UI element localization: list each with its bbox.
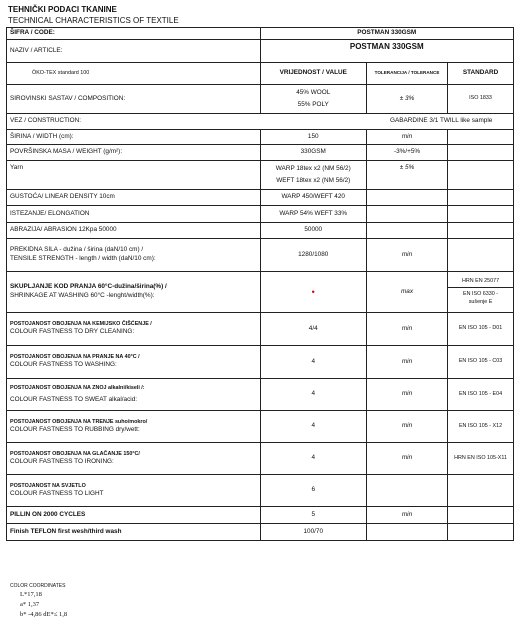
yarn-tolerance: ± 5% xyxy=(366,161,447,190)
composition-wool: 45% WOOL xyxy=(296,88,331,96)
table-row xyxy=(7,346,514,379)
value-header: VRIJEDNOST / VALUE xyxy=(260,63,366,85)
oeko-header: ÖKO-TEX standard 100 xyxy=(7,63,261,85)
dry-cleaning-label xyxy=(7,313,261,346)
dry-cleaning-label-hr: POSTOJANOST OBOJENJA NA KEMIJSKO ČIŠĆENJE / xyxy=(10,321,152,328)
tolerance-header: TOLERANCIJA / TOLERANCE xyxy=(366,63,447,85)
washing-standard: EN ISO 105 - C03 xyxy=(448,346,514,379)
tensile-label xyxy=(7,239,261,272)
article-value: POSTMAN 330GSM xyxy=(260,40,513,63)
shrinkage-tolerance: max xyxy=(366,272,447,313)
table-row xyxy=(7,524,514,541)
code-value: POSTMAN 330GSM xyxy=(260,28,513,40)
shrinkage-standard-2: EN ISO 6330 - xyxy=(463,291,499,298)
light-label xyxy=(7,475,261,507)
abrasion-label: ABRAZIJA/ ABRASION 12Kpa 50000 xyxy=(7,223,261,239)
table-row xyxy=(7,272,514,313)
shrinkage-standard-3: sušenje E xyxy=(468,298,493,305)
abrasion-value: 50000 xyxy=(260,223,366,239)
shrinkage-value xyxy=(260,272,366,313)
pilling-value: 5 xyxy=(260,507,366,524)
shrinkage-label-hr: SKUPLJANJE KOD PRANJA 60°C-dužina/širina(%) / xyxy=(10,283,167,291)
sweat-tolerance: min xyxy=(366,379,447,411)
dry-cleaning-tolerance: min xyxy=(366,313,447,346)
shrinkage-label-en: SHRINKAGE AT WASHING 60°C -lenght/width(%): xyxy=(10,292,155,299)
washing-label-hr: POSTOJANOST OBOJENJA NA PRANJE NA 40°C / xyxy=(10,354,140,361)
pilling-label: PILLIN ON 2000 CYCLES xyxy=(7,507,261,524)
ironing-value: 4 xyxy=(260,443,366,475)
sweat-value: 4 xyxy=(260,379,366,411)
tensile-label-hr: PREKIDNA SILA - dužina / širina (daN/10 cm) / xyxy=(10,246,144,254)
table-row xyxy=(7,379,514,411)
ironing-tolerance: min xyxy=(366,443,447,475)
rubbing-label-en: COLOUR FASTNESS TO RUBBING dry/wett: xyxy=(10,425,140,433)
rubbing-standard: EN ISO 105 - X12 xyxy=(448,411,514,443)
table-row xyxy=(7,145,514,161)
shrinkage-standard xyxy=(448,272,514,313)
composition-label: SIROVINSKI SASTAV / COMPOSITION: xyxy=(7,85,261,114)
table-row xyxy=(7,28,514,40)
table-row xyxy=(7,85,514,114)
width-label: ŠIRINA / WIDTH (cm): xyxy=(7,130,261,145)
table-row xyxy=(7,40,514,63)
table-row xyxy=(7,507,514,524)
density-label: GUSTOĆA/ LINEAR DENSITY 10cm xyxy=(7,190,261,206)
pilling-tolerance: min xyxy=(366,507,447,524)
table-row xyxy=(7,190,514,206)
composition-poly: 55% POLY xyxy=(297,100,329,108)
table-row xyxy=(7,313,514,346)
tensile-tolerance: min xyxy=(366,239,447,272)
yarn-value xyxy=(260,161,366,190)
yarn-warp: WARP 18tex x2 (NM 56/2) xyxy=(275,164,351,172)
finish-value: 100/70 xyxy=(260,524,366,541)
table-row xyxy=(7,223,514,239)
table-row xyxy=(7,475,514,507)
sweat-label-en: COLOUR FASTNESS TO SWEAT alkal/acid: xyxy=(10,395,138,403)
yarn-label: Yarn xyxy=(7,161,261,190)
table-header-row xyxy=(7,63,514,85)
red-dot-marker: • xyxy=(311,286,315,297)
article-label: NAZIV / ARTICLE: xyxy=(7,40,261,63)
elongation-value: WARP 54% WEFT 33% xyxy=(260,206,366,223)
table-row xyxy=(7,411,514,443)
elongation-label: ISTEZANJE/ ELONGATION xyxy=(7,206,261,223)
rubbing-tolerance: min xyxy=(366,411,447,443)
light-label-en: COLOUR FASTNESS TO LIGHT xyxy=(10,489,104,497)
sweat-label xyxy=(7,379,261,411)
table-row xyxy=(7,114,514,130)
washing-tolerance: min xyxy=(366,346,447,379)
sweat-standard: EN ISO 105 - E04 xyxy=(448,379,514,411)
weight-value: 330GSM xyxy=(260,145,366,161)
construction-label: VEZ / CONSTRUCTION: xyxy=(7,114,261,130)
tensile-value: 1280/1080 xyxy=(260,239,366,272)
ironing-label xyxy=(7,443,261,475)
weight-label: POVRŠINSKA MASA / WEIGHT (g/m²): xyxy=(7,145,261,161)
composition-tolerance: ± 3% xyxy=(366,85,447,114)
composition-standard: ISO 1833 xyxy=(448,85,514,114)
finish-label: Finish TEFLON first wesh/third wash xyxy=(7,524,261,541)
ironing-label-en: COLOUR FASTNESS TO IRONING: xyxy=(10,457,114,465)
table-row xyxy=(7,239,514,272)
color-coordinate-a: a* 1,37 xyxy=(20,601,40,608)
width-value: 150 xyxy=(260,130,366,145)
ironing-label-hr: POSTOJANOST OBOJENJA NA GLAČANJE 150°C/ xyxy=(10,450,140,457)
table-row xyxy=(7,130,514,145)
tensile-label-en: TENSILE STRENGTH - length / width (daN/10 cm): xyxy=(10,255,156,262)
table-row xyxy=(7,443,514,475)
weight-tolerance: -3%/+5% xyxy=(366,145,447,161)
yarn-weft: WEFT 18tex x2 (NM 56/2) xyxy=(276,176,351,184)
document-title: TEHNIČKI PODACI TKANINE xyxy=(8,5,117,14)
color-coordinate-b: b* -4,86 dE*≤ 1,8 xyxy=(20,611,68,618)
document-subtitle: TECHNICAL CHARACTERISTICS OF TEXTILE xyxy=(8,16,179,25)
rubbing-label-hr: POSTOJANOST OBOJENJA NA TRENJE suho/mokro/ xyxy=(10,418,148,425)
rubbing-label xyxy=(7,411,261,443)
dry-cleaning-label-en: COLOUR FASTNESS TO DRY CLEANING: xyxy=(10,328,135,336)
density-value: WARP 450/WEFT 420 xyxy=(260,190,366,206)
ironing-standard: HRN EN ISO 105-X11 xyxy=(448,443,514,475)
dry-cleaning-standard: EN ISO 105 - D01 xyxy=(448,313,514,346)
standard-header: STANDARD xyxy=(448,63,514,85)
construction-value: GABARDINE 3/1 TWILL like sample xyxy=(260,114,513,130)
table-row xyxy=(7,206,514,223)
spec-table xyxy=(6,27,514,541)
washing-label-en: COLOUR FASTNESS TO WASHING: xyxy=(10,361,117,369)
washing-value: 4 xyxy=(260,346,366,379)
table-row xyxy=(7,161,514,190)
washing-label xyxy=(7,346,261,379)
shrinkage-standard-1: HRN EN 25077 xyxy=(448,276,513,288)
shrinkage-label xyxy=(7,272,261,313)
dry-cleaning-value: 4/4 xyxy=(260,313,366,346)
composition-value xyxy=(260,85,366,114)
rubbing-value: 4 xyxy=(260,411,366,443)
color-coordinates-title: COLOR COORDINATES xyxy=(10,583,66,589)
color-coordinate-l: L*17,18 xyxy=(20,591,42,598)
width-tolerance: min xyxy=(366,130,447,145)
light-value: 6 xyxy=(260,475,366,507)
code-label: ŠIFRA / CODE: xyxy=(7,28,261,40)
sweat-label-hr: POSTOJANOST OBOJENJA NA ZNOJ alkalni/kiseli /: xyxy=(10,384,145,391)
light-label-hr: POSTOJANOST NA SVJETLO xyxy=(10,482,86,489)
